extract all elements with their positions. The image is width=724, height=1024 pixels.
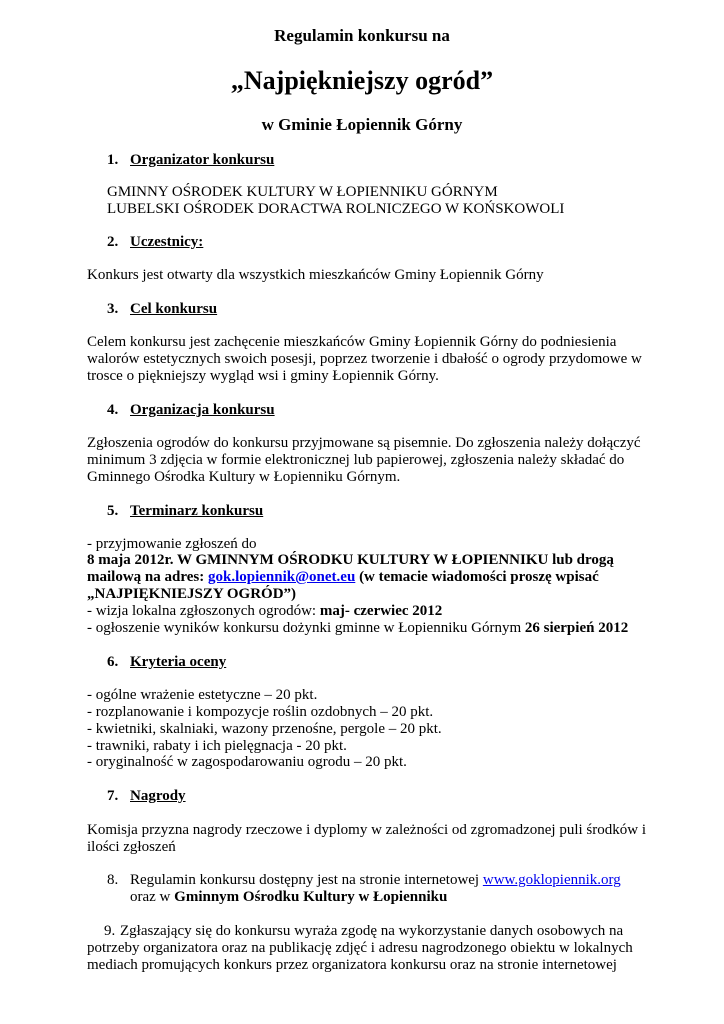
rules-location-prefix: oraz w	[130, 889, 175, 905]
goal-line-2: walorów estetycznych swoich posesji, poprzez tworzenie i dbałość o ogrody przydomowe w	[87, 351, 642, 367]
schedule-deadline: 8 maja 2012r. W GMINNYM OŚRODKU KULTURY W ŁOPIENNIKU lub drogą	[87, 552, 614, 568]
section-7-heading	[107, 787, 407, 805]
section-9-number: 9.	[104, 923, 116, 939]
section-number: 5.	[107, 503, 119, 519]
section-8-line-2	[130, 888, 447, 906]
section-title: Cel konkursu	[130, 301, 218, 317]
criteria-item: - kwietniki, skalniaki, wazony przenośne, pergole – 20 pkt.	[87, 721, 442, 737]
prizes-line-2: ilości zgłoszeń	[87, 839, 176, 855]
section-number: 7.	[107, 788, 119, 804]
participants-text: Konkurs jest otwarty dla wszystkich mieszkańców Gminy Łopiennik Górny	[87, 267, 544, 283]
criteria-item: - oryginalność w zagospodarowaniu ogrodu – 20 pkt.	[87, 754, 407, 770]
section-8-number: 8.	[107, 872, 119, 888]
title-line-1: Regulamin konkursu na	[274, 26, 450, 45]
section-number: 4.	[107, 402, 119, 418]
section-title: Organizator konkursu	[130, 152, 275, 168]
section-number: 2.	[107, 234, 119, 250]
section-5-heading	[107, 502, 407, 520]
visit-label: - wizja lokalna zgłoszonych ogrodów:	[87, 603, 320, 619]
section-4-heading	[107, 401, 407, 419]
schedule-visit-line	[87, 602, 442, 620]
section-number: 1.	[107, 152, 119, 168]
title-main: „Najpiękniejszy ogród”	[230, 66, 494, 95]
prizes-line-1: Komisja przyzna nagrody rzeczowe i dyplomy w zależności od zgromadzonej puli środków i	[87, 822, 646, 838]
section-number: 3.	[107, 301, 119, 317]
section-title: Organizacja konkursu	[130, 402, 275, 418]
visit-date: maj- czerwiec 2012	[319, 603, 443, 619]
organization-line-3: Gminnego Ośrodka Kultury w Łopienniku Górnym.	[87, 469, 401, 485]
criteria-item: - ogólne wrażenie estetyczne – 20 pkt.	[87, 687, 318, 703]
section-8-line-1	[130, 871, 621, 889]
rules-location: Gminnym Ośrodku Kultury w Łopienniku	[174, 889, 448, 905]
organizer-line-2: LUBELSKI OŚRODEK DORACTWA ROLNICZEGO W KOŃSKOWOLI	[107, 201, 565, 217]
results-date: 26 sierpień 2012	[524, 620, 629, 636]
section-2-heading	[107, 233, 407, 251]
organizer-line-1: GMINNY OŚRODEK KULTURY W ŁOPIENNIKU GÓRNYM	[107, 184, 498, 200]
consent-line-3: mediach promujących konkurs przez organizatora konkursu oraz na stronie internetowej	[87, 957, 617, 973]
goal-line-3: trosce o piękniejszy wygląd wsi i gminy Łopiennik Górny.	[87, 368, 439, 384]
section-6-heading	[107, 653, 407, 671]
goal-line-1: Celem konkursu jest zachęcenie mieszkańców Gminy Łopiennik Górny do podniesienia	[87, 334, 617, 350]
website-link[interactable]: www.goklopiennik.org	[482, 872, 621, 888]
section-number: 6.	[107, 654, 119, 670]
section-title: Uczestnicy:	[130, 234, 204, 250]
section-title: Kryteria oceny	[130, 654, 227, 670]
email-link[interactable]: gok.lopiennik@onet.eu	[207, 569, 356, 585]
section-title: Nagrody	[130, 788, 186, 804]
consent-line-1: Zgłaszający się do konkursu wyraża zgodę na wykorzystanie danych osobowych na	[120, 923, 624, 939]
consent-line-2: potrzeby organizatora oraz na publikację zdjęć i adresu nagrodzonego obiektu w lokalnych	[87, 940, 633, 956]
schedule-line-1: - przyjmowanie zgłoszeń do	[87, 536, 257, 552]
schedule-email-line	[87, 568, 599, 586]
section-title: Terminarz konkursu	[130, 503, 264, 519]
rules-available-text: Regulamin konkursu dostępny jest na stronie internetowej	[130, 872, 483, 888]
criteria-item: - trawniki, rabaty i ich pielęgnacja - 20 pkt.	[87, 738, 347, 754]
organization-line-1: Zgłoszenia ogrodów do konkursu przyjmowane są pisemnie. Do zgłoszenia należy dołączyć	[87, 435, 641, 451]
email-prefix: mailową na adres:	[87, 569, 208, 585]
title-line-3: w Gminie Łopiennik Górny	[261, 115, 463, 134]
results-label: - ogłoszenie wyników konkursu dożynki gminne w Łopienniku Górnym	[87, 620, 525, 636]
section-1-heading	[107, 151, 407, 169]
schedule-results-line	[87, 619, 628, 637]
organization-line-2: minimum 3 zdjęcia w formie elektronicznej lub papierowej, zgłoszenia należy składać do	[87, 452, 625, 468]
email-suffix: (w temacie wiadomości proszę wpisać	[355, 569, 599, 585]
schedule-subject: „NAJPIĘKNIEJSZY OGRÓD”)	[87, 586, 297, 602]
criteria-item: - rozplanowanie i kompozycje roślin ozdobnych – 20 pkt.	[87, 704, 434, 720]
section-3-heading	[107, 300, 407, 318]
